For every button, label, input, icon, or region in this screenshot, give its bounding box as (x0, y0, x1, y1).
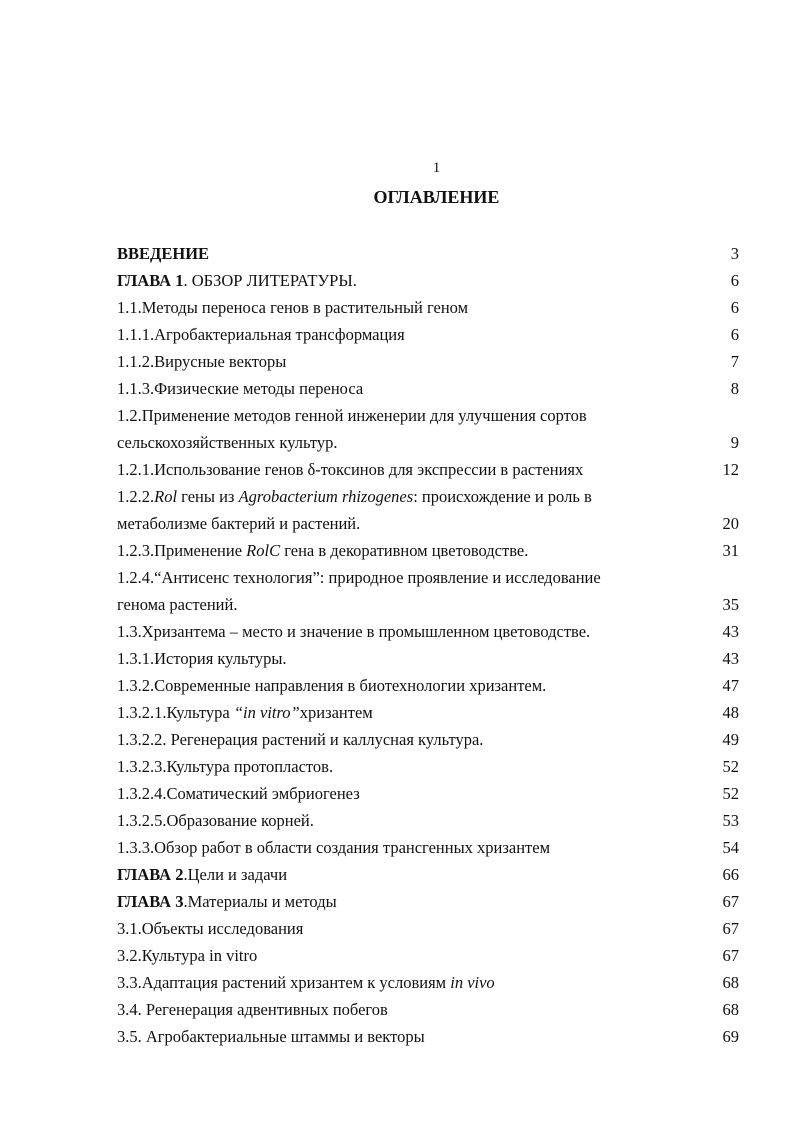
toc-entry-label: 1.2.1.Использование генов δ-токсинов для экспрессии в растениях (117, 460, 584, 479)
toc-entry-1-2-2 (117, 483, 739, 537)
toc-entry-text: 1.3.2.1.Культура (117, 703, 234, 722)
toc-entry-1-3-3 (117, 834, 739, 861)
toc-entry-text: гена в декоративном цветоводстве. (280, 541, 529, 560)
toc-entry-label: 1.3.1.История культуры. (117, 649, 287, 668)
toc-entry-3-1 (117, 915, 739, 942)
toc-entry-page: 8 (730, 379, 739, 398)
toc-entry-page: 31 (722, 541, 739, 560)
chapter-prefix: ГЛАВА 2 (117, 865, 184, 884)
toc-entry-line-1: 1.2.Применение методов генной инженерии для улучшения сортов (117, 406, 587, 425)
toc-entry-intro (117, 240, 739, 267)
toc-entry-label: 3.2.Культура in vitro (117, 946, 258, 965)
toc-entry-label (117, 483, 703, 537)
toc-entry-page: 7 (730, 352, 739, 371)
table-of-contents (117, 240, 739, 1050)
toc-entry-label: 1.1.3.Физические методы переноса (117, 379, 364, 398)
toc-entry-label: 1.1.Методы переноса генов в растительный геном (117, 298, 469, 317)
toc-entry-label: 1.3.3.Обзор работ в области создания трансгенных хризантем (117, 838, 551, 857)
toc-entry-label (117, 402, 703, 456)
toc-entry-text: 3.3.Адаптация растений хризантем к условиям (117, 973, 451, 992)
toc-entry-3-5 (117, 1023, 739, 1050)
italic-term: in vivo (450, 973, 495, 992)
toc-entry-page: 48 (722, 703, 739, 722)
toc-entry-page: 53 (722, 811, 739, 830)
toc-entry-chapter-1 (117, 267, 739, 294)
toc-entry-1-3 (117, 618, 739, 645)
toc-entry-label: 1.3.2.2. Регенерация растений и каллусная культура. (117, 730, 484, 749)
chapter-title: .Цели и задачи (183, 865, 288, 884)
toc-entry-line-2: генома растений. (117, 595, 238, 614)
toc-entry-1-3-2-2 (117, 726, 739, 753)
toc-entry-1-2-4 (117, 564, 739, 618)
gene-name: Rol (154, 487, 178, 506)
toc-entry-page: 67 (722, 946, 739, 965)
toc-entry-text: 1.2.3.Применение (117, 541, 247, 560)
toc-entry-page: 6 (730, 271, 739, 290)
toc-entry-page: 54 (722, 838, 739, 857)
toc-entry-line-2: метаболизме бактерий и растений. (117, 514, 361, 533)
toc-entry-chapter-3 (117, 888, 739, 915)
toc-entry-page: 67 (722, 892, 739, 911)
toc-entry-label: 1.3.2.Современные направления в биотехнологии хризантем. (117, 676, 547, 695)
toc-entry-page: 66 (722, 865, 739, 884)
toc-entry-1-2-1 (117, 456, 739, 483)
italic-term: “in vitro” (233, 703, 300, 722)
toc-entry-page: 67 (722, 919, 739, 938)
toc-entry-label (117, 267, 703, 294)
toc-entry-label: 3.5. Агробактериальные штаммы и векторы (117, 1027, 425, 1046)
toc-entry-page: 68 (722, 1000, 739, 1019)
toc-entry-1-1-1 (117, 321, 739, 348)
toc-entry-page: 9 (730, 433, 739, 452)
chapter-title: .Материалы и методы (183, 892, 337, 911)
toc-entry-label (117, 969, 703, 996)
toc-entry-page: 6 (730, 298, 739, 317)
toc-entry-page: 47 (722, 676, 739, 695)
toc-entry-number: 1.2.2. (117, 487, 155, 506)
toc-entry-page: 49 (722, 730, 739, 749)
chapter-prefix: ГЛАВА 1 (117, 271, 184, 290)
page-number: 1 (432, 160, 441, 176)
toc-entry-page: 6 (730, 325, 739, 344)
chapter-prefix: ГЛАВА 3 (117, 892, 184, 911)
toc-entry-1-3-2-4 (117, 780, 739, 807)
toc-entry-3-2 (117, 942, 739, 969)
toc-entry-1-1-3 (117, 375, 739, 402)
toc-entry-page: 69 (722, 1027, 739, 1046)
toc-entry-line-2: сельскохозяйственных культур. (117, 433, 338, 452)
toc-entry-1-2 (117, 402, 739, 456)
toc-entry-text: хризантем (299, 703, 373, 722)
toc-entry-label (117, 699, 703, 726)
toc-entry-label: 1.1.1.Агробактериальная трансформация (117, 325, 405, 344)
toc-entry-1-2-3 (117, 537, 739, 564)
toc-entry-page: 43 (722, 649, 739, 668)
toc-entry-label (117, 861, 703, 888)
toc-entry-1-3-2-1 (117, 699, 739, 726)
toc-entry-chapter-2 (117, 861, 739, 888)
toc-entry-label: 1.3.2.3.Культура протопластов. (117, 757, 334, 776)
toc-entry-label: 1.3.Хризантема – место и значение в промышленном цветоводстве. (117, 622, 591, 641)
toc-entry-label: 1.3.2.5.Образование корней. (117, 811, 314, 830)
toc-entry-label: 3.4. Регенерация адвентивных побегов (117, 1000, 388, 1019)
toc-entry-page: 52 (722, 757, 739, 776)
gene-name: RolC (246, 541, 281, 560)
toc-entry-label (117, 888, 703, 915)
toc-entry-page: 68 (722, 973, 739, 992)
toc-entry-3-4 (117, 996, 739, 1023)
toc-title: ОГЛАВЛЕНИЕ (373, 187, 500, 207)
toc-entry-label (117, 537, 703, 564)
toc-entry-label: 1.3.2.4.Соматический эмбриогенез (117, 784, 360, 803)
toc-entry-page: 3 (730, 244, 739, 263)
toc-entry-text: гены из (177, 487, 239, 506)
toc-entry-label: ВВЕДЕНИЕ (117, 244, 210, 263)
toc-entry-1-3-1 (117, 645, 739, 672)
toc-entry-page: 12 (722, 460, 739, 479)
toc-entry-label (117, 564, 703, 618)
toc-entry-1-1 (117, 294, 739, 321)
toc-entry-3-3 (117, 969, 739, 996)
toc-entry-1-3-2 (117, 672, 739, 699)
toc-entry-label: 1.1.2.Вирусные векторы (117, 352, 287, 371)
toc-entry-1-1-2 (117, 348, 739, 375)
species-name: Agrobacterium rhizogenes (238, 487, 414, 506)
toc-entry-1-3-2-3 (117, 753, 739, 780)
toc-entry-page: 35 (722, 595, 739, 614)
toc-entry-page: 20 (722, 514, 739, 533)
toc-entry-1-3-2-5 (117, 807, 739, 834)
toc-entry-page: 43 (722, 622, 739, 641)
toc-entry-page: 52 (722, 784, 739, 803)
toc-entry-label: 3.1.Объекты исследования (117, 919, 304, 938)
toc-entry-line-1: 1.2.4.“Антисенс технология”: природное проявление и исследование (117, 568, 601, 587)
toc-entry-text: : происхождение и роль в (413, 487, 592, 506)
chapter-title: . ОБЗОР ЛИТЕРАТУРЫ. (183, 271, 357, 290)
